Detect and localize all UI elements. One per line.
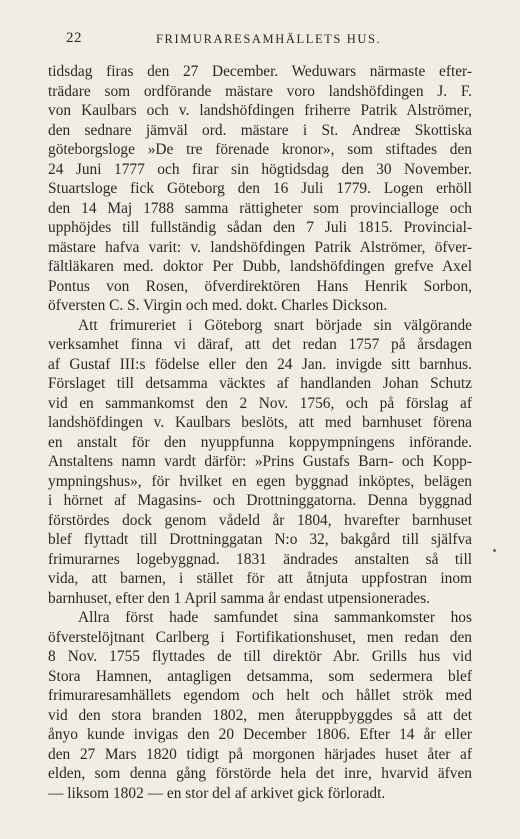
text-line: upphöjdes till fullständig sådan den 7 Juli 1815. Provincial- (48, 219, 472, 236)
text-line: elden, som denna gång förstörde hela det inre, hvarvid äfven (48, 765, 472, 782)
text-line: 24 Juni 1777 och firar sin högtidsdag den 30 November. (48, 160, 472, 178)
text-line: Anstaltens namn vardt därför: »Prins Gustafs Barn- och Kopp- (48, 453, 472, 470)
paragraph-first-line: Allra först hade samfundet sina sammankomster hos (78, 609, 472, 626)
text-line: trädare som ordförande mästare voro landshöfdingen J. F. (48, 82, 472, 100)
text-line: frimuraresamhällets egendom och helt och hållet strök med (48, 687, 472, 704)
margin-mark (493, 549, 496, 552)
text-line: mästare hafva varit: v. landshöfdingen Patrik Alströmer, öfver- (48, 238, 472, 256)
text-line: vid den stora branden 1802, men återuppbyggdes så att det (48, 706, 472, 724)
text-line: göteborgsloge »De tre förenade kronor», som stiftades den (48, 141, 472, 158)
text-line: frimurarnes logebyggnad. 1831 ändrades anstalten så till (48, 550, 472, 568)
paragraph-last-line: barnhuset, efter den 1 April samma år endast utpensionerades. (48, 589, 431, 607)
text-line: verksamhet finna vi däraf, att det redan 1757 på årsdagen (48, 336, 472, 353)
running-head: FRIMURARESAMHÄLLETS HUS. (156, 32, 382, 46)
body-text (48, 62, 472, 803)
page-number: 22 (66, 30, 82, 46)
text-line: von Kaulbars och v. landshöfdingen friherre Patrik Alströmer, (48, 102, 472, 119)
text-line: Förslaget till detsamma väcktes af handlanden Johan Schutz (48, 375, 472, 392)
text-line: den 14 Maj 1788 samma rättigheter som provincialloge och (48, 199, 472, 217)
text-line: en anstalt för den nyuppfunna koppympningens införande. (48, 433, 472, 451)
text-line: af Gustaf III:s födelse eller den 24 Jan. invigde sitt barnhus. (48, 355, 472, 373)
text-line: ånyo kunde invigas den 20 December 1806. Efter 14 år eller (48, 726, 472, 743)
text-line: i hörnet af Magasins- och Drottninggatorna. Denna byggnad (48, 492, 472, 509)
paragraph-last-line: — liksom 1802 — en stor del af arkivet gick förloradt. (48, 784, 386, 802)
text-line: blef flyttadt till Drottninggatan N:o 32, bakgård till själfva (48, 531, 472, 548)
text-line: vida, att barnen, i stället för att åtnjuta uppfostran inom (48, 570, 472, 587)
text-line: fältläkaren med. doktor Per Dubb, landshöfdingen grefve Axel (48, 258, 472, 275)
text-line: förstördes dock genom vådeld år 1804, hvarefter barnhuset (48, 511, 472, 529)
text-line: vid en sammankomst den 2 Nov. 1756, och på förslag af (48, 394, 472, 412)
paragraph-first-line: Att frimureriet i Göteborg snart började sin välgörande (78, 316, 472, 334)
text-line: öfverstelöjtnant Carlberg i Fortifikationshuset, men redan den (48, 628, 472, 646)
text-line: Stora Hamnen, antagligen detsamma, som sedermera blef (48, 667, 472, 685)
text-line: Pontus von Rosen, öfverdirektören Hans Henrik Sorbon, (48, 277, 472, 295)
text-line: landshöfdingen v. Kaulbars beslöts, att med barnhuset förena (48, 414, 472, 431)
text-line: den sednare jämväl ord. mästare i St. Andreæ Skottiska (48, 121, 472, 139)
text-line: Stuartsloge fick Göteborg den 16 Juli 1779. Logen erhöll (48, 180, 472, 197)
text-line: 8 Nov. 1755 flyttades de till direktör Abr. Grills hus vid (48, 648, 472, 665)
text-line: ympningshus», för hvilket en egen byggnad inköptes, belägen (48, 472, 472, 490)
text-line: den 27 Mars 1820 tidigt på morgonen härjades huset åter af (48, 745, 472, 763)
page-header (66, 30, 478, 50)
text-line: tidsdag firas den 27 December. Weduwars närmaste efter- (48, 63, 472, 80)
paragraph-last-line: öfversten C. S. Virgin och med. dokt. Charles Dickson. (48, 297, 388, 314)
